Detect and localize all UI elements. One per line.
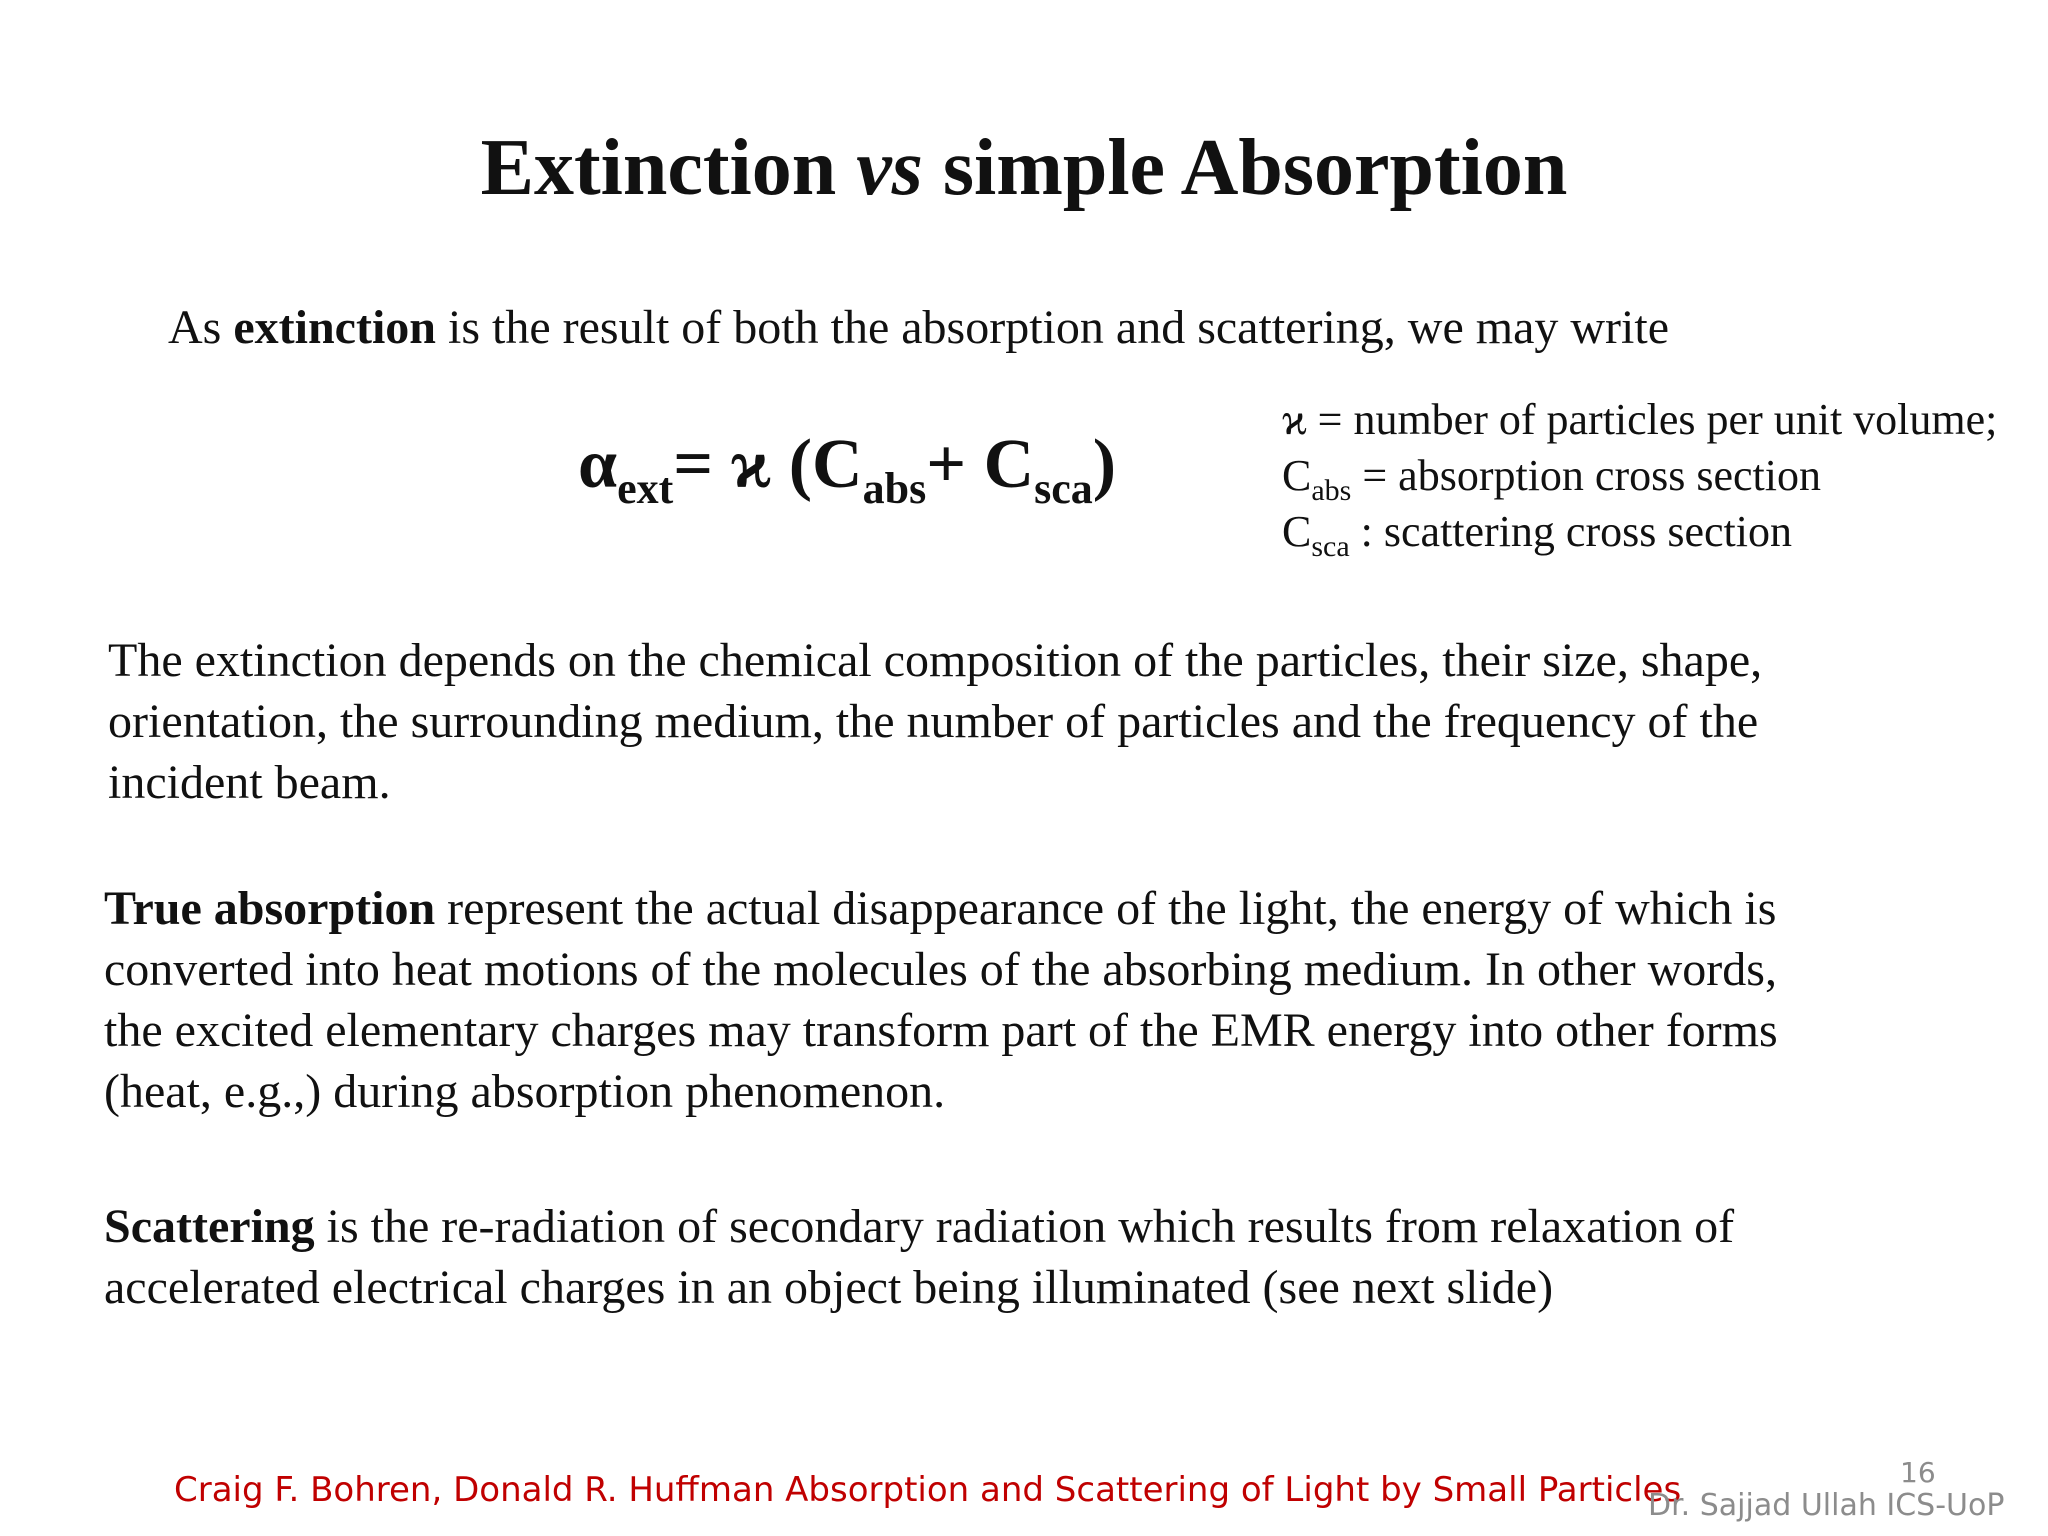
definition-sca-text: : scattering cross section [1349,507,1792,556]
true-absorption-line-2: converted into heat motions of the molecules of the absorbing medium. In other words, [104,943,1777,996]
true-absorption-line-1 [104,878,1984,939]
title-part-1: Extinction [480,124,857,212]
scattering-term: Scattering [104,1200,315,1253]
equation-sub-abs: abs [862,464,927,513]
title-part-3: simple Absorption [922,124,1568,212]
definition-particle-density: ϰ = number of particles per unit volume; [1282,395,1998,444]
slide-title [0,118,2048,218]
extinction-paragraph [108,630,1988,813]
equation-close: ) [1092,426,1117,503]
reference-citation: Craig F. Bohren, Donald R. Huffman Absorption and Scattering of Light by Small Particles [174,1470,1682,1510]
true-absorption-term: True absorption [104,882,436,935]
definition-sub-abs: abs [1311,474,1352,507]
definition-c-abs: C [1282,451,1312,500]
intro-pre: As [168,301,234,354]
definition-sub-sca: sca [1311,530,1350,563]
true-absorption-line-3: the excited elementary charges may transform part of the EMR energy into other forms [104,1004,1778,1057]
extinction-line-1: The extinction depends on the chemical composition of the particles, their size, shape, [108,634,1763,687]
scattering-line-2: accelerated electrical charges in an object being illuminated (see next slide) [104,1261,1554,1314]
true-absorption-paragraph [104,878,1984,1122]
extinction-line-2: orientation, the surrounding medium, the number of particles and the frequency of the [108,695,1759,748]
intro-sentence [168,296,1669,360]
equation-sub-ext: ext [617,464,674,513]
definition-abs-text: = absorption cross section [1351,451,1821,500]
equation-eq-symbol: = ϰ (C [673,426,863,503]
equation-plus: + C [926,426,1035,503]
equation-definitions [1282,392,1998,563]
definition-c-sca: C [1282,507,1312,556]
scattering-paragraph [104,1196,1984,1318]
title-vs: vs [856,124,923,212]
author-credit: Dr. Sajjad Ullah ICS-UoP [1648,1488,2005,1523]
true-absorption-line-4: (heat, e.g.,) during absorption phenomenon. [104,1065,946,1118]
extinction-equation [578,420,1117,513]
definition-scattering-cross-section [1282,504,1997,563]
true-absorption-line-1-text: represent the actual disappearance of the light, the energy of which is [435,882,1777,935]
scattering-line-1-text: is the re-radiation of secondary radiation which results from relaxation of [314,1200,1735,1253]
page-number: 16 [1900,1456,1936,1489]
equation-sub-sca: sca [1034,464,1093,513]
definition-absorption-cross-section [1282,448,1997,507]
intro-bold-extinction: extinction [233,301,436,354]
scattering-line-1 [104,1196,1984,1257]
equation-alpha: α [578,426,618,503]
intro-post: is the result of both the absorption and scattering, we may write [435,301,1670,354]
extinction-line-3: incident beam. [108,756,391,809]
